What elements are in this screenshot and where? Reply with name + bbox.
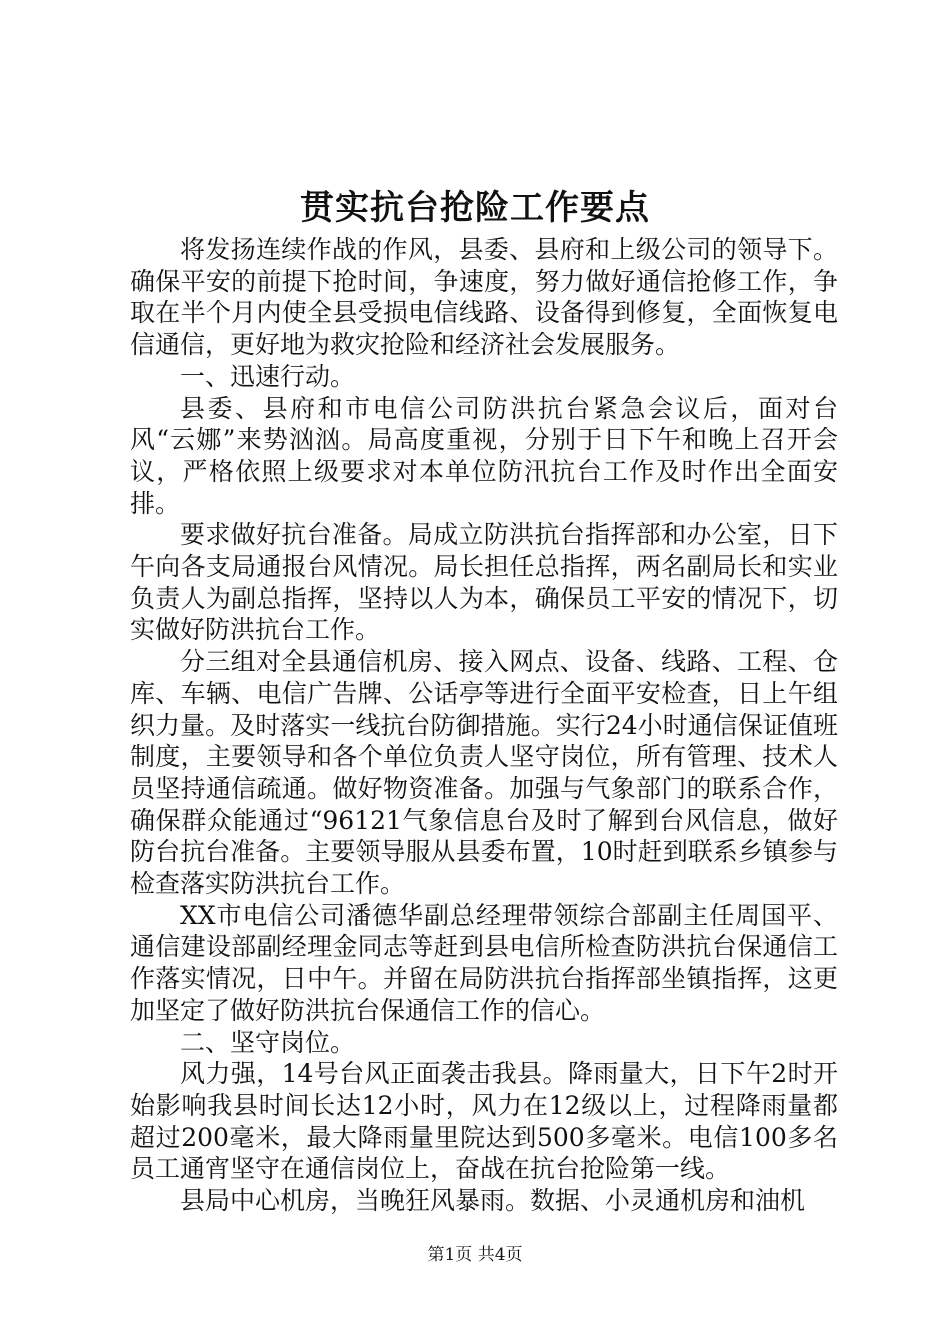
paragraph: 风力强，14号台风正面袭击我县。降雨量大，日下午2时开始影响我县时间长达12小时，风力在12级以上，过程降雨量都超过200毫米，最大降雨量里院达到500多毫米。电信100多名员工通宵坚守在通信岗位上，奋战在抗台抢险第一线。	[130, 1059, 838, 1184]
document-body	[130, 234, 838, 1217]
page-number-footer: 第1页 共4页	[427, 1245, 523, 1265]
paragraph: 县局中心机房，当晚狂风暴雨。数据、小灵通机房和油机	[180, 1186, 806, 1216]
document-title: 贯实抗台抢险工作要点	[300, 188, 650, 228]
paragraph: 要求做好抗台准备。局成立防洪抗台指挥部和办公室，日下午向各支局通报台风情况。局长担任总指挥，两名副局长和实业负责人为副总指挥，坚持以人为本，确保员工平安的情况下，切实做好防洪抗台工作。	[130, 520, 838, 645]
paragraph: 县委、县府和市电信公司防洪抗台紧急会议后，面对台风“云娜”来势汹汹。局高度重视，分别于日下午和晚上召开会议，严格依照上级要求对本单位防汛抗台工作及时作出全面安排。	[130, 393, 838, 518]
paragraph-intro: 将发扬连续作战的作风，县委、县府和上级公司的领导下。确保平安的前提下抢时间，争速度，努力做好通信抢修工作，争取在半个月内使全县受损电信线路、设备得到修复，全面恢复电信通信，更好地为救灾抢险和经济社会发展服务。	[130, 235, 838, 360]
paragraph: XX市电信公司潘德华副总经理带领综合部副主任周国平、通信建设部副经理金同志等赶到县电信所检查防洪抗台保通信工作落实情况，日中午。并留在局防洪抗台指挥部坐镇指挥，这更加坚定了做好防洪抗台保通信工作的信心。	[130, 900, 838, 1025]
section-heading-2: 二、坚守岗位。	[180, 1027, 356, 1057]
paragraph: 分三组对全县通信机房、接入网点、设备、线路、工程、仓库、车辆、电信广告牌、公话亭等进行全面平安检查，日上午组织力量。及时落实一线抗台防御措施。实行24小时通信保证值班制度，主要领导和各个单位负责人坚守岗位，所有管理、技术人员坚持通信疏通。做好物资准备。加强与气象部门的联系合作，确保群众能通过“96121气象信息台及时了解到台风信息，做好防台抗台准备。主要领导服从县委布置，10时赶到联系乡镇参与检查落实防洪抗台工作。	[130, 647, 838, 899]
section-heading-1: 一、迅速行动。	[180, 361, 356, 391]
